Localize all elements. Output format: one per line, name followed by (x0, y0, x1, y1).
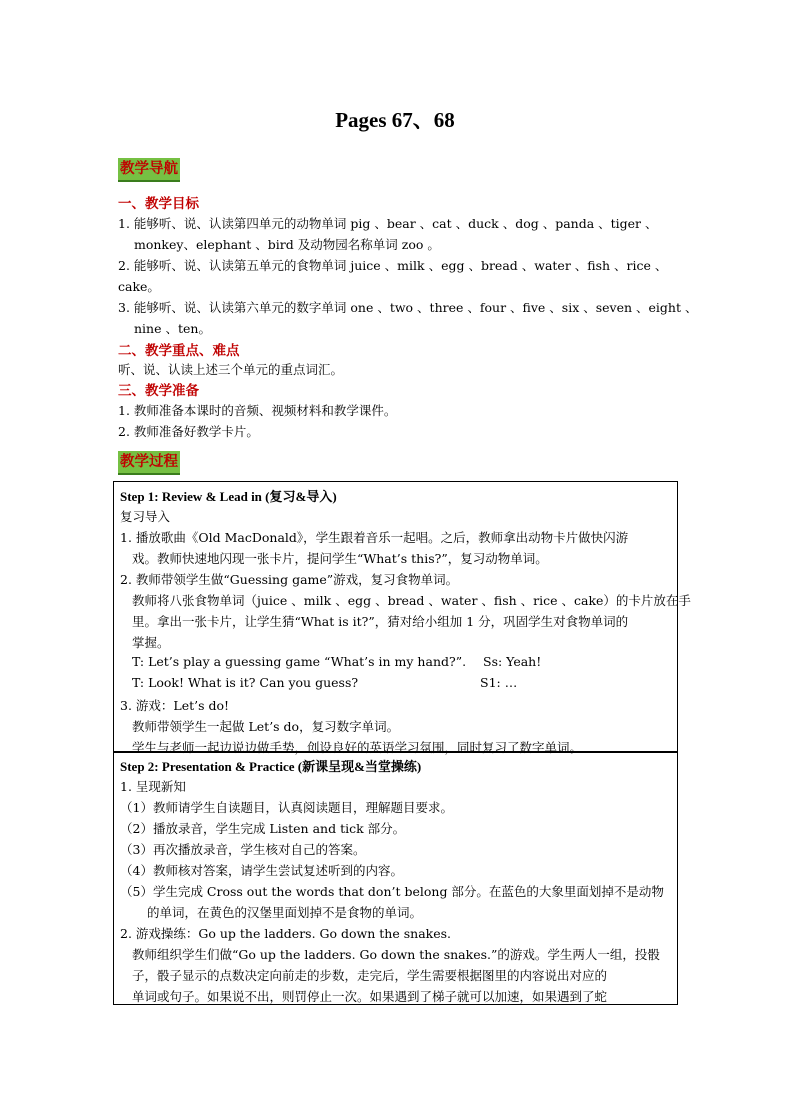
objective-line: monkey、elephant 、bird 及动物园名称单词 zoo 。 (134, 237, 440, 252)
step2-line: （2）播放录音，学生完成 Listen and tick 部分。 (120, 821, 406, 836)
objective-line: 3. 能够听、说、认读第六单元的数字单词 one 、two 、three 、four 、five 、six 、seven 、eight 、 (118, 300, 698, 315)
step2-cell (113, 751, 678, 1005)
preparation-line: 2. 教师准备好教学卡片。 (118, 424, 259, 439)
dialogue-student: S1: … (480, 675, 518, 690)
step1-heading: Step 1: Review & Lead in (复习&导入) (120, 489, 337, 504)
step2-line: （4）教师核对答案，请学生尝试复述听到的内容。 (120, 863, 403, 878)
step1-line: 复习导入 (120, 509, 171, 524)
step2-line: 单词或句子。如果说不出，则罚停止一次。如果遇到了梯子就可以加速，如果遇到了蛇 (132, 989, 608, 1004)
step1-line: 戏。教师快速地闪现一张卡片，提问学生“What’s this?”，复习动物单词。 (132, 551, 548, 566)
objective-line: 1. 能够听、说、认读第四单元的动物单词 pig 、bear 、cat 、duck 、dog 、panda 、tiger 、 (118, 216, 658, 231)
step2-line: 2. 游戏操练：Go up the ladders. Go down the snakes. (120, 926, 451, 941)
dialogue-teacher: T: Let’s play a guessing game “What’s in my hand?”. (132, 654, 467, 669)
step1-line: 里。拿出一张卡片，让学生猜“What is it?”，猜对给小组加 1 分，巩固学生对食物单词的 (132, 614, 629, 629)
step2-line: 子，骰子显示的点数决定向前走的步数，走完后，学生需要根据图里的内容说出对应的 (132, 968, 608, 983)
step2-line: （5）学生完成 Cross out the words that don’t belong 部分。在蓝色的大象里面划掉不是动物 (120, 884, 664, 899)
step1-line: 掌握。 (132, 635, 170, 650)
step2-line: （3）再次播放录音，学生核对自己的答案。 (120, 842, 366, 857)
objectives-heading: 一、教学目标 (118, 196, 199, 212)
step1-line: 学生与老师一起边说边做手势，创设良好的英语学习氛围，同时复习了数字单词。 (132, 740, 583, 755)
preparation-line: 1. 教师准备本课时的音频、视频材料和教学课件。 (118, 403, 397, 418)
dialogue-students: Ss: Yeah! (483, 654, 542, 669)
key-points-heading: 二、教学重点、难点 (118, 343, 240, 359)
step2-line: 教师组织学生们做“Go up the ladders. Go down the snakes.”的游戏。学生两人一组，投骰 (132, 947, 660, 962)
step2-line: 1. 呈现新知 (120, 779, 186, 794)
section-banner-process: 教学过程 (118, 451, 180, 475)
step1-line: 2. 教师带领学生做“Guessing game”游戏，复习食物单词。 (120, 572, 459, 587)
step1-line: 教师带领学生一起做 Let’s do，复习数字单词。 (132, 719, 400, 734)
section-banner-nav: 教学导航 (118, 158, 180, 182)
dialogue-teacher: T: Look! What is it? Can you guess? (132, 675, 359, 690)
objective-line: 2. 能够听、说、认读第五单元的食物单词 juice 、milk 、egg 、bread 、water 、fish 、rice 、 (118, 258, 668, 273)
step1-line: 教师将八张食物单词（juice 、milk 、egg 、bread 、water 、fish 、rice 、cake）的卡片放在手 (132, 593, 691, 608)
objective-line: cake。 (118, 279, 160, 294)
page-title: Pages 67、68 (335, 108, 455, 132)
step1-line: 3. 游戏：Let’s do! (120, 698, 230, 713)
step1-line: 1. 播放歌曲《Old MacDonald》，学生跟着音乐一起唱。之后，教师拿出动物卡片做快闪游 (120, 530, 629, 545)
step2-heading: Step 2: Presentation & Practice (新课呈现&当堂操练) (120, 759, 422, 774)
step2-line: 的单词，在黄色的汉堡里面划掉不是食物的单词。 (147, 905, 423, 920)
objective-line: nine 、ten。 (134, 321, 211, 336)
step2-line: （1）教师请学生自读题目，认真阅读题目，理解题目要求。 (120, 800, 453, 815)
key-points-text: 听、说、认读上述三个单元的重点词汇。 (118, 362, 344, 377)
step1-cell (113, 481, 691, 755)
preparation-heading: 三、教学准备 (118, 383, 199, 399)
